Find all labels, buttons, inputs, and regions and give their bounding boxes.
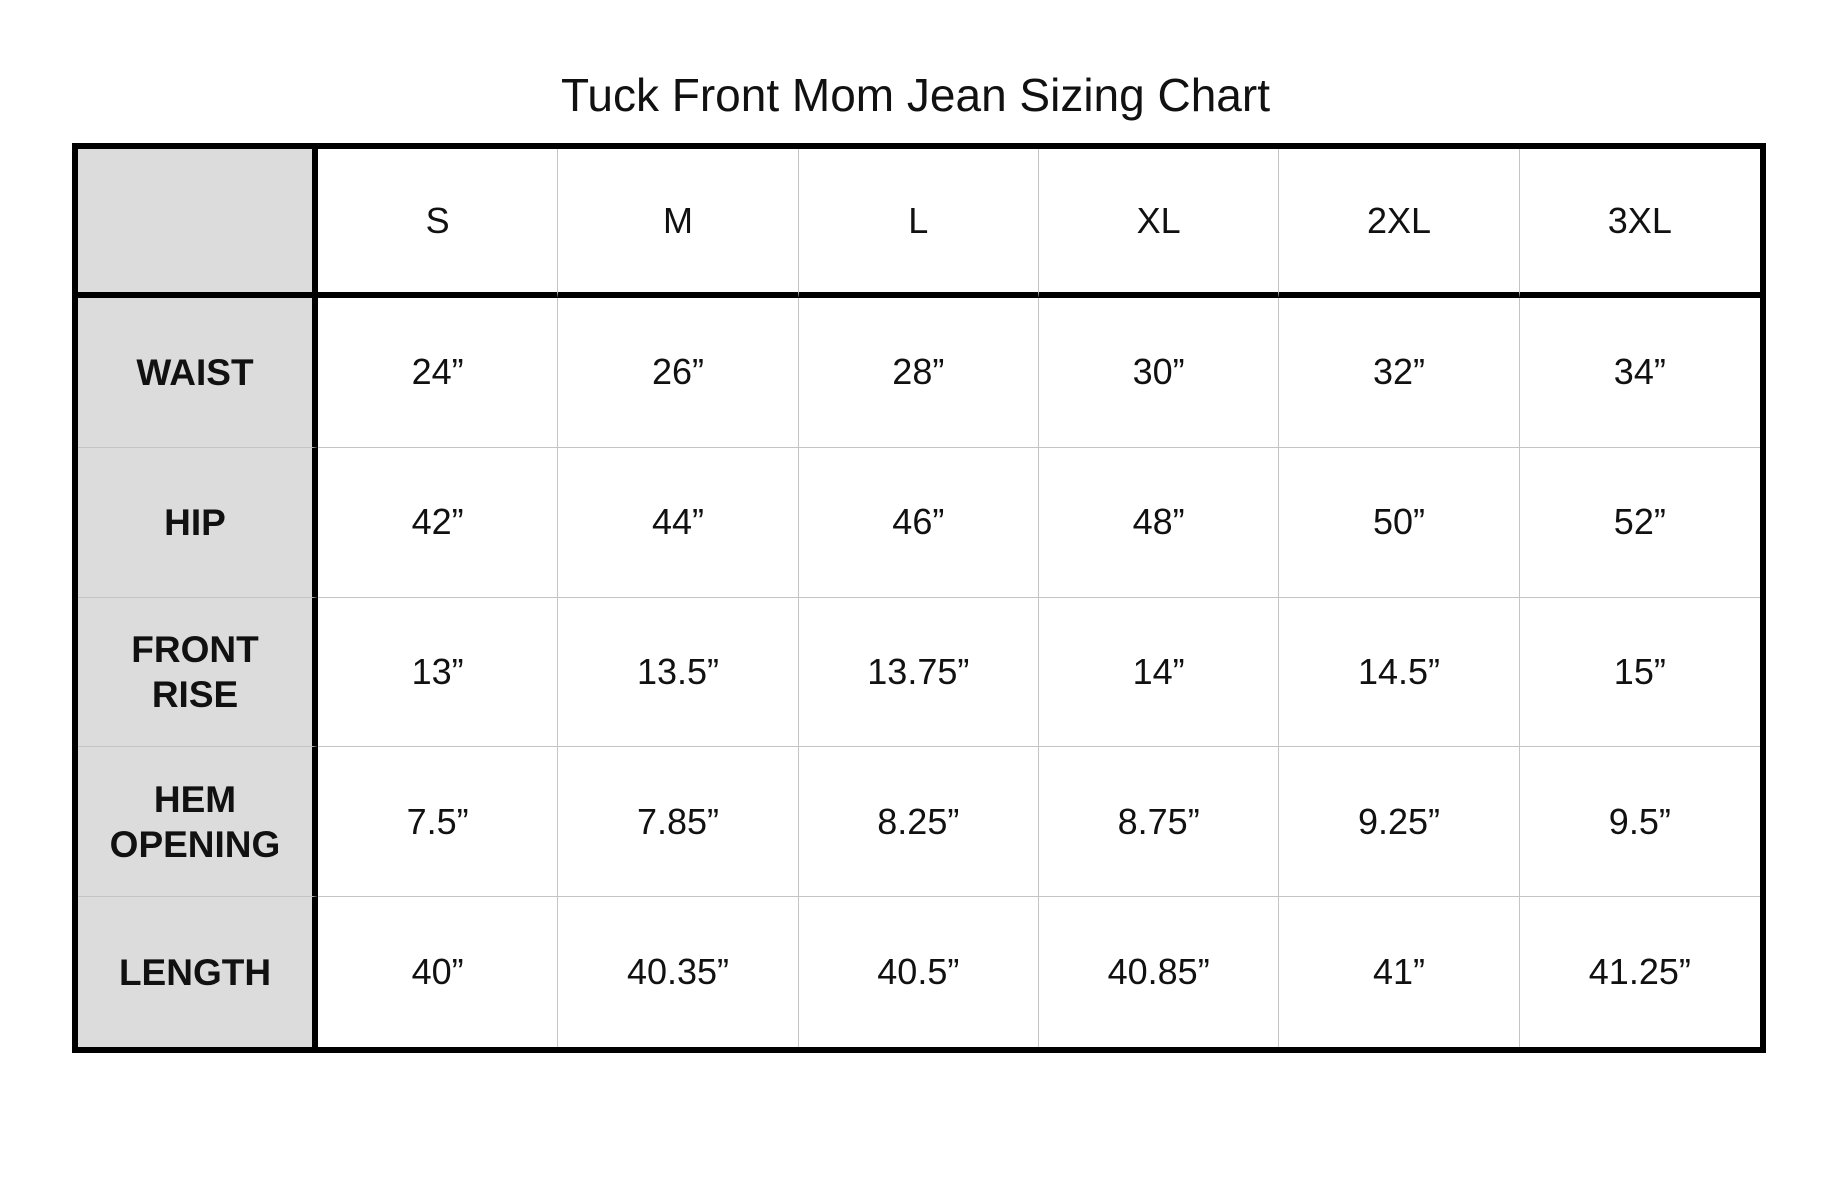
cell-waist-3xl: 34”	[1520, 298, 1760, 448]
size-header-s: S	[318, 149, 558, 298]
cell-hip-s: 42”	[318, 448, 558, 598]
cell-front-rise-3xl: 15”	[1520, 598, 1760, 748]
cell-hip-m: 44”	[558, 448, 798, 598]
sizing-table	[72, 143, 1766, 1053]
size-header-3xl: 3XL	[1520, 149, 1760, 298]
row-label-hip: HIP	[78, 448, 318, 598]
cell-hem-opening-m: 7.85”	[558, 747, 798, 897]
cell-front-rise-m: 13.5”	[558, 598, 798, 748]
chart-title: Tuck Front Mom Jean Sizing Chart	[561, 69, 1270, 121]
cell-hip-2xl: 50”	[1279, 448, 1519, 598]
cell-length-xl: 40.85”	[1039, 897, 1279, 1047]
cell-hem-opening-xl: 8.75”	[1039, 747, 1279, 897]
cell-length-l: 40.5”	[799, 897, 1039, 1047]
size-header-2xl: 2XL	[1279, 149, 1519, 298]
cell-hip-xl: 48”	[1039, 448, 1279, 598]
cell-length-2xl: 41”	[1279, 897, 1519, 1047]
cell-front-rise-2xl: 14.5”	[1279, 598, 1519, 748]
cell-hem-opening-l: 8.25”	[799, 747, 1039, 897]
cell-front-rise-xl: 14”	[1039, 598, 1279, 748]
cell-waist-s: 24”	[318, 298, 558, 448]
cell-hip-3xl: 52”	[1520, 448, 1760, 598]
row-label-length: LENGTH	[78, 897, 318, 1047]
cell-length-m: 40.35”	[558, 897, 798, 1047]
cell-front-rise-l: 13.75”	[799, 598, 1039, 748]
cell-front-rise-s: 13”	[318, 598, 558, 748]
row-label-front-rise: FRONT RISE	[78, 598, 318, 748]
row-label-waist: WAIST	[78, 298, 318, 448]
cell-hem-opening-3xl: 9.5”	[1520, 747, 1760, 897]
cell-length-3xl: 41.25”	[1588, 951, 1691, 993]
cell-hem-opening-s: 7.5”	[318, 747, 558, 897]
cell-waist-m: 26”	[558, 298, 798, 448]
cell-hip-l: 46”	[799, 448, 1039, 598]
size-header-m: M	[558, 149, 798, 298]
cell-hem-opening-2xl: 9.25”	[1279, 747, 1519, 897]
cell-waist-xl: 30”	[1039, 298, 1279, 448]
size-header-l: L	[799, 149, 1039, 298]
row-label-hem-opening: HEM OPENING	[78, 747, 318, 897]
cell-length-s: 40”	[318, 897, 558, 1047]
table-corner-cell	[78, 149, 318, 298]
size-header-xl: XL	[1039, 149, 1279, 298]
cell-waist-2xl: 32”	[1279, 298, 1519, 448]
cell-waist-l: 28”	[799, 298, 1039, 448]
